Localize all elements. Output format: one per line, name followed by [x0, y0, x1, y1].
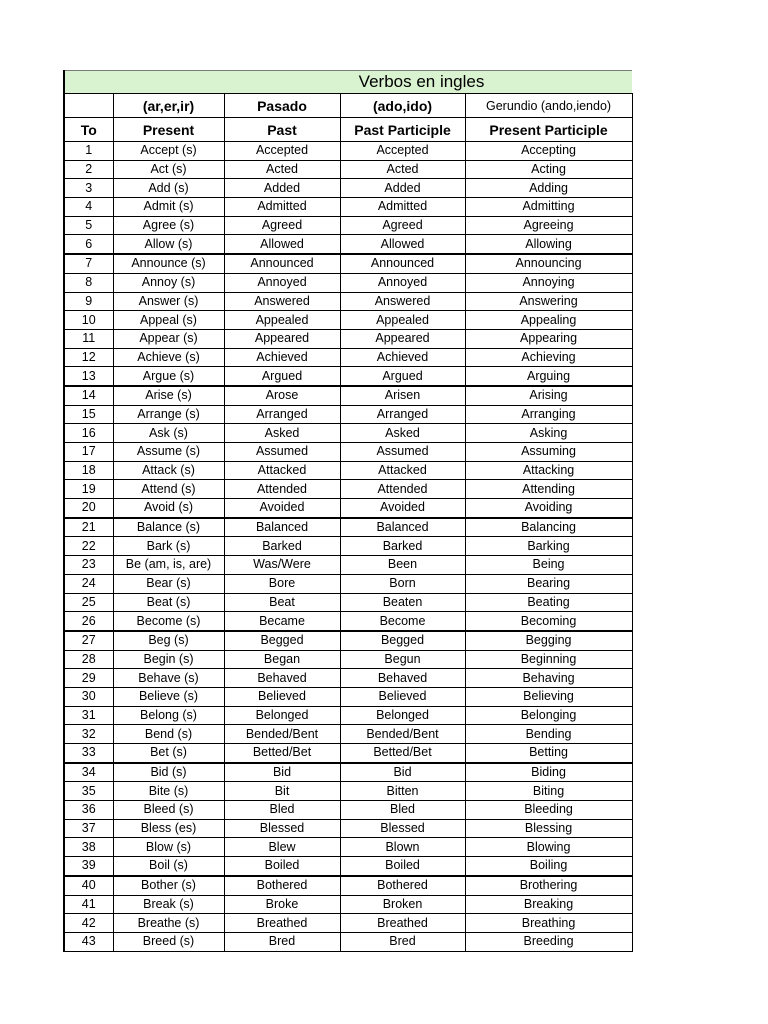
verb-past-participle: Bid [340, 763, 465, 782]
verb-present-participle: Annoying [465, 273, 632, 292]
verb-past: Bid [224, 763, 340, 782]
verb-present-participle: Biting [465, 782, 632, 801]
verb-past: Began [224, 650, 340, 669]
table-row [64, 273, 632, 292]
verb-present: Become (s) [113, 612, 224, 631]
table-row [64, 518, 632, 537]
verb-past: Belonged [224, 706, 340, 725]
verb-past: Begged [224, 631, 340, 650]
verb-past-participle: Belonged [340, 706, 465, 725]
verb-present: Ask (s) [113, 424, 224, 443]
verb-past-participle: Answered [340, 292, 465, 311]
table-row [64, 405, 632, 424]
verb-number: 18 [64, 461, 113, 480]
verb-present: Admit (s) [113, 198, 224, 217]
header2-present-participle: Present Participle [465, 118, 632, 142]
table-row [64, 782, 632, 801]
verb-present-participle: Agreeing [465, 216, 632, 235]
verb-past: Bled [224, 801, 340, 820]
verb-present: Argue (s) [113, 367, 224, 386]
header1-gerund: Gerundio (ando,iendo) [465, 94, 632, 118]
verb-present: Announce (s) [113, 254, 224, 273]
verb-present-participle: Blowing [465, 838, 632, 857]
verb-present: Belong (s) [113, 706, 224, 725]
verb-present: Bear (s) [113, 574, 224, 593]
verb-past: Appealed [224, 311, 340, 330]
verb-past-participle: Allowed [340, 235, 465, 254]
verb-present: Allow (s) [113, 235, 224, 254]
verb-past: Answered [224, 292, 340, 311]
verb-past-participle: Betted/Bet [340, 744, 465, 763]
table-row [64, 631, 632, 650]
verb-number: 41 [64, 895, 113, 914]
verb-present-participle: Accepting [465, 142, 632, 161]
verb-present-participle: Attending [465, 480, 632, 499]
verb-present: Agree (s) [113, 216, 224, 235]
verb-past-participle: Appealed [340, 311, 465, 330]
verb-number: 11 [64, 329, 113, 348]
verb-present: Breed (s) [113, 932, 224, 951]
verb-past: Broke [224, 895, 340, 914]
verb-number: 4 [64, 198, 113, 217]
table-row [64, 499, 632, 518]
verb-past-participle: Broken [340, 895, 465, 914]
verb-present: Arise (s) [113, 386, 224, 405]
verb-past-participle: Agreed [340, 216, 465, 235]
verb-present-participle: Breathing [465, 914, 632, 933]
verb-past-participle: Achieved [340, 348, 465, 367]
verb-number: 7 [64, 254, 113, 273]
verb-present: Boil (s) [113, 857, 224, 876]
verb-present: Attend (s) [113, 480, 224, 499]
verb-number: 31 [64, 706, 113, 725]
verb-present-participle: Becoming [465, 612, 632, 631]
verb-past-participle: Blown [340, 838, 465, 857]
verb-past: Arose [224, 386, 340, 405]
verb-number: 32 [64, 725, 113, 744]
verb-present: Believe (s) [113, 687, 224, 706]
verb-present-participle: Announcing [465, 254, 632, 273]
table-row [64, 329, 632, 348]
verb-present-participle: Arguing [465, 367, 632, 386]
verb-past-participle: Bended/Bent [340, 725, 465, 744]
table-row [64, 593, 632, 612]
table-row [64, 424, 632, 443]
verb-present: Bark (s) [113, 537, 224, 556]
verb-past: Appeared [224, 329, 340, 348]
verb-present: Begin (s) [113, 650, 224, 669]
header2-past-participle: Past Participle [340, 118, 465, 142]
verb-present: Blow (s) [113, 838, 224, 857]
header-row-spanish [64, 94, 632, 118]
verb-present-participle: Allowing [465, 235, 632, 254]
table-row [64, 669, 632, 688]
verb-present-participle: Assuming [465, 443, 632, 462]
verb-number: 12 [64, 348, 113, 367]
verb-past-participle: Begun [340, 650, 465, 669]
verb-past: Agreed [224, 216, 340, 235]
verb-present: Annoy (s) [113, 273, 224, 292]
verb-present: Bite (s) [113, 782, 224, 801]
verb-past-participle: Acted [340, 160, 465, 179]
table-row [64, 612, 632, 631]
verb-past-participle: Attacked [340, 461, 465, 480]
verb-present-participle: Being [465, 556, 632, 575]
table-row [64, 142, 632, 161]
verb-present-participle: Admitting [465, 198, 632, 217]
verb-number: 6 [64, 235, 113, 254]
verb-past: Avoided [224, 499, 340, 518]
verb-present: Breathe (s) [113, 914, 224, 933]
verb-present-participle: Begging [465, 631, 632, 650]
verb-past: Breathed [224, 914, 340, 933]
verb-past: Believed [224, 687, 340, 706]
table-row [64, 480, 632, 499]
verb-past-participle: Bothered [340, 876, 465, 895]
verb-past-participle: Barked [340, 537, 465, 556]
table-row [64, 198, 632, 217]
verb-past-participle: Bled [340, 801, 465, 820]
verb-present-participle: Believing [465, 687, 632, 706]
verb-past: Beat [224, 593, 340, 612]
table-row [64, 838, 632, 857]
verb-past: Behaved [224, 669, 340, 688]
verb-number: 40 [64, 876, 113, 895]
table-row [64, 386, 632, 405]
verb-present: Bleed (s) [113, 801, 224, 820]
verb-present-participle: Boiling [465, 857, 632, 876]
table-row [64, 216, 632, 235]
verb-past-participle: Appeared [340, 329, 465, 348]
verb-present-participle: Bending [465, 725, 632, 744]
verb-present: Act (s) [113, 160, 224, 179]
verb-past: Blessed [224, 819, 340, 838]
verb-number: 26 [64, 612, 113, 631]
verb-present: Achieve (s) [113, 348, 224, 367]
verb-number: 1 [64, 142, 113, 161]
verb-past: Allowed [224, 235, 340, 254]
table-row [64, 650, 632, 669]
verb-number: 9 [64, 292, 113, 311]
verb-present: Balance (s) [113, 518, 224, 537]
verb-present: Attack (s) [113, 461, 224, 480]
verb-present: Be (am, is, are) [113, 556, 224, 575]
verb-past-participle: Blessed [340, 819, 465, 838]
header1-infinitive: (ar,er,ir) [113, 94, 224, 118]
table-row [64, 367, 632, 386]
table-title: Verbos en ingles [64, 71, 632, 94]
header2-present: Present [113, 118, 224, 142]
verb-present-participle: Bearing [465, 574, 632, 593]
header2-to: To [64, 118, 113, 142]
verb-number: 24 [64, 574, 113, 593]
header1-number [64, 94, 113, 118]
verb-present-participle: Belonging [465, 706, 632, 725]
verb-past: Barked [224, 537, 340, 556]
verb-number: 19 [64, 480, 113, 499]
verb-past-participle: Asked [340, 424, 465, 443]
header1-participle: (ado,ido) [340, 94, 465, 118]
verb-past-participle: Balanced [340, 518, 465, 537]
verb-past-participle: Become [340, 612, 465, 631]
verb-present-participle: Breaking [465, 895, 632, 914]
verb-present-participle: Betting [465, 744, 632, 763]
table-row [64, 160, 632, 179]
verb-number: 33 [64, 744, 113, 763]
verb-past-participle: Announced [340, 254, 465, 273]
verb-number: 23 [64, 556, 113, 575]
verb-past: Bothered [224, 876, 340, 895]
verb-present-participle: Beating [465, 593, 632, 612]
verb-present-participle: Asking [465, 424, 632, 443]
verb-past: Was/Were [224, 556, 340, 575]
verb-number: 37 [64, 819, 113, 838]
verb-number: 43 [64, 932, 113, 951]
verb-number: 35 [64, 782, 113, 801]
verb-past: Assumed [224, 443, 340, 462]
verb-present-participle: Achieving [465, 348, 632, 367]
verb-past-participle: Beaten [340, 593, 465, 612]
verb-number: 2 [64, 160, 113, 179]
verb-past-participle: Bred [340, 932, 465, 951]
verb-present-participle: Adding [465, 179, 632, 198]
verb-past-participle: Breathed [340, 914, 465, 933]
verb-present-participle: Biding [465, 763, 632, 782]
verb-present: Add (s) [113, 179, 224, 198]
verb-past: Bit [224, 782, 340, 801]
table-row [64, 235, 632, 254]
verb-number: 39 [64, 857, 113, 876]
verb-past-participle: Believed [340, 687, 465, 706]
verb-present-participle: Acting [465, 160, 632, 179]
verb-present: Bother (s) [113, 876, 224, 895]
table-row [64, 857, 632, 876]
verb-number: 8 [64, 273, 113, 292]
verb-past: Bred [224, 932, 340, 951]
verb-past: Announced [224, 254, 340, 273]
verb-present: Arrange (s) [113, 405, 224, 424]
verb-past: Balanced [224, 518, 340, 537]
verb-present: Bid (s) [113, 763, 224, 782]
table-row [64, 819, 632, 838]
table-row [64, 763, 632, 782]
verb-number: 17 [64, 443, 113, 462]
verb-present-participle: Beginning [465, 650, 632, 669]
table-row [64, 725, 632, 744]
verb-past-participle: Arranged [340, 405, 465, 424]
table-row [64, 932, 632, 951]
verb-past-participle: Added [340, 179, 465, 198]
verb-number: 16 [64, 424, 113, 443]
table-row [64, 687, 632, 706]
table-row [64, 876, 632, 895]
verb-number: 20 [64, 499, 113, 518]
table-row [64, 461, 632, 480]
verb-number: 15 [64, 405, 113, 424]
verb-number: 42 [64, 914, 113, 933]
table-row [64, 556, 632, 575]
verb-number: 36 [64, 801, 113, 820]
verb-present-participle: Balancing [465, 518, 632, 537]
verb-past-participle: Annoyed [340, 273, 465, 292]
verb-past-participle: Admitted [340, 198, 465, 217]
table-row [64, 706, 632, 725]
verb-past: Acted [224, 160, 340, 179]
verb-present: Break (s) [113, 895, 224, 914]
verb-present-participle: Bleeding [465, 801, 632, 820]
verb-number: 3 [64, 179, 113, 198]
verb-present-participle: Behaving [465, 669, 632, 688]
table-row [64, 348, 632, 367]
verb-number: 25 [64, 593, 113, 612]
verb-number: 27 [64, 631, 113, 650]
verb-past: Added [224, 179, 340, 198]
verb-present-participle: Barking [465, 537, 632, 556]
verb-present: Appeal (s) [113, 311, 224, 330]
verb-present-participle: Arising [465, 386, 632, 405]
verb-past-participle: Arisen [340, 386, 465, 405]
title-row [64, 71, 632, 94]
table-row [64, 914, 632, 933]
verb-number: 21 [64, 518, 113, 537]
header-row-english [64, 118, 632, 142]
table-row [64, 443, 632, 462]
verb-present: Bet (s) [113, 744, 224, 763]
verb-number: 10 [64, 311, 113, 330]
verb-past-participle: Begged [340, 631, 465, 650]
verb-past-participle: Been [340, 556, 465, 575]
verb-present: Beg (s) [113, 631, 224, 650]
verb-past-participle: Avoided [340, 499, 465, 518]
verb-past-participle: Bitten [340, 782, 465, 801]
verb-past-participle: Accepted [340, 142, 465, 161]
verb-number: 30 [64, 687, 113, 706]
table-row [64, 179, 632, 198]
verb-present: Answer (s) [113, 292, 224, 311]
verb-present-participle: Attacking [465, 461, 632, 480]
verb-past: Attended [224, 480, 340, 499]
verb-number: 5 [64, 216, 113, 235]
verb-number: 14 [64, 386, 113, 405]
verb-present: Appear (s) [113, 329, 224, 348]
verb-past-participle: Behaved [340, 669, 465, 688]
verb-number: 29 [64, 669, 113, 688]
verb-present: Beat (s) [113, 593, 224, 612]
table-row [64, 744, 632, 763]
verb-present-participle: Appearing [465, 329, 632, 348]
verb-past: Annoyed [224, 273, 340, 292]
verb-table [63, 70, 633, 952]
header2-past: Past [224, 118, 340, 142]
verb-present-participle: Avoiding [465, 499, 632, 518]
verb-past: Boiled [224, 857, 340, 876]
verb-past: Arranged [224, 405, 340, 424]
verb-number: 38 [64, 838, 113, 857]
verb-present: Assume (s) [113, 443, 224, 462]
verb-past: Attacked [224, 461, 340, 480]
verb-past-participle: Born [340, 574, 465, 593]
verb-past: Argued [224, 367, 340, 386]
table-row [64, 292, 632, 311]
table-row [64, 574, 632, 593]
verb-number: 34 [64, 763, 113, 782]
verb-number: 13 [64, 367, 113, 386]
verb-present-participle: Breeding [465, 932, 632, 951]
verb-past: Accepted [224, 142, 340, 161]
verb-number: 22 [64, 537, 113, 556]
verb-present-participle: Answering [465, 292, 632, 311]
verb-present: Avoid (s) [113, 499, 224, 518]
verb-past: Blew [224, 838, 340, 857]
verb-past: Admitted [224, 198, 340, 217]
table-row [64, 801, 632, 820]
verb-past: Bended/Bent [224, 725, 340, 744]
verb-past: Became [224, 612, 340, 631]
table-row [64, 311, 632, 330]
table-row [64, 537, 632, 556]
header1-past: Pasado [224, 94, 340, 118]
table-row [64, 254, 632, 273]
verb-past: Achieved [224, 348, 340, 367]
verb-present: Bless (es) [113, 819, 224, 838]
verb-present: Accept (s) [113, 142, 224, 161]
verb-present: Behave (s) [113, 669, 224, 688]
verb-present-participle: Brothering [465, 876, 632, 895]
verb-past-participle: Argued [340, 367, 465, 386]
table-row [64, 895, 632, 914]
verb-past-participle: Boiled [340, 857, 465, 876]
verb-present-participle: Arranging [465, 405, 632, 424]
verb-past: Asked [224, 424, 340, 443]
verb-present: Bend (s) [113, 725, 224, 744]
verb-number: 28 [64, 650, 113, 669]
verb-past: Betted/Bet [224, 744, 340, 763]
verb-present-participle: Appealing [465, 311, 632, 330]
verb-past-participle: Assumed [340, 443, 465, 462]
verb-present-participle: Blessing [465, 819, 632, 838]
verb-past: Bore [224, 574, 340, 593]
verb-past-participle: Attended [340, 480, 465, 499]
